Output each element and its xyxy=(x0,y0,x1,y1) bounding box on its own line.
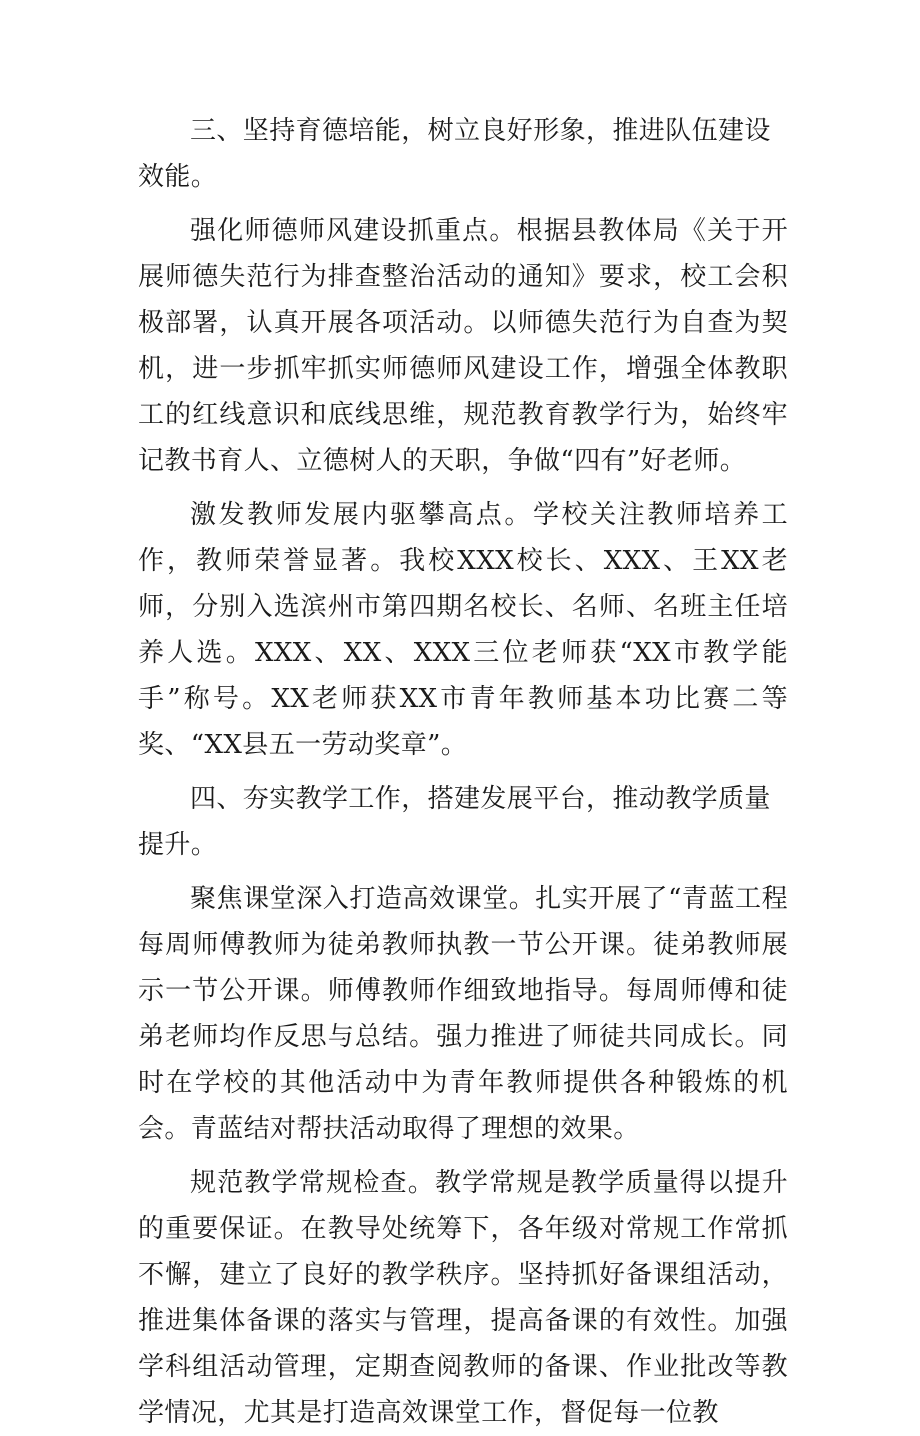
paragraph-teacher-ethics: 强化师德师风建设抓重点。根据县教体局《关于开展师德失范行为排查整治活动的通知》要求，校工会积极部署，认真开展各项活动。以师德失范行为自查为契机，进一步抓牢抓实师德师风建设工作，增强全体教职工的红线意识和底线思维，规范教育教学行为，始终牢记教书育人、立德树人的天职，争做“四有”好老师。 xyxy=(138,216,788,476)
section-heading-3: 三、坚持育德培能，树立良好形象，推进队伍建设效能。 xyxy=(138,116,771,192)
paragraph-teacher-development: 激发教师发展内驱攀高点。学校关注教师培养工作，教师荣誉显著。我校XXX校长、XXX、王XX老师，分别入选滨州市第四期名校长、名师、名班主任培养人选。XXX、XX、XXX三位老师获“XX市教学能手”称号。XX老师获XX市青年教师基本功比赛二等奖、“XX县五一劳动奖章”。 xyxy=(138,500,788,760)
paragraph-efficient-classroom: 聚焦课堂深入打造高效课堂。扎实开展了“青蓝工程每周师傅教师为徒弟教师执教一节公开课。徒弟教师展示一节公开课。师傅教师作细致地指导。每周师傅和徒弟老师均作反思与总结。强力推进了师徒共同成长。同时在学校的其他活动中为青年教师提供各种锻炼的机会。青蓝结对帮扶活动取得了理想的效果。 xyxy=(138,884,788,1144)
section-heading-4: 四、夯实教学工作，搭建发展平台，推动教学质量提升。 xyxy=(138,784,771,860)
document-body xyxy=(138,108,788,1436)
paragraph-teaching-routine: 规范教学常规检查。教学常规是教学质量得以提升的重要保证。在教导处统筹下，各年级对常规工作常抓不懈，建立了良好的教学秩序。坚持抓好备课组活动，推进集体备课的落实与管理，提高备课的有效性。加强学科组活动管理，定期查阅教师的备课、作业批改等教学情况，尤其是打造高效课堂工作，督促每一位教 xyxy=(138,1168,788,1428)
